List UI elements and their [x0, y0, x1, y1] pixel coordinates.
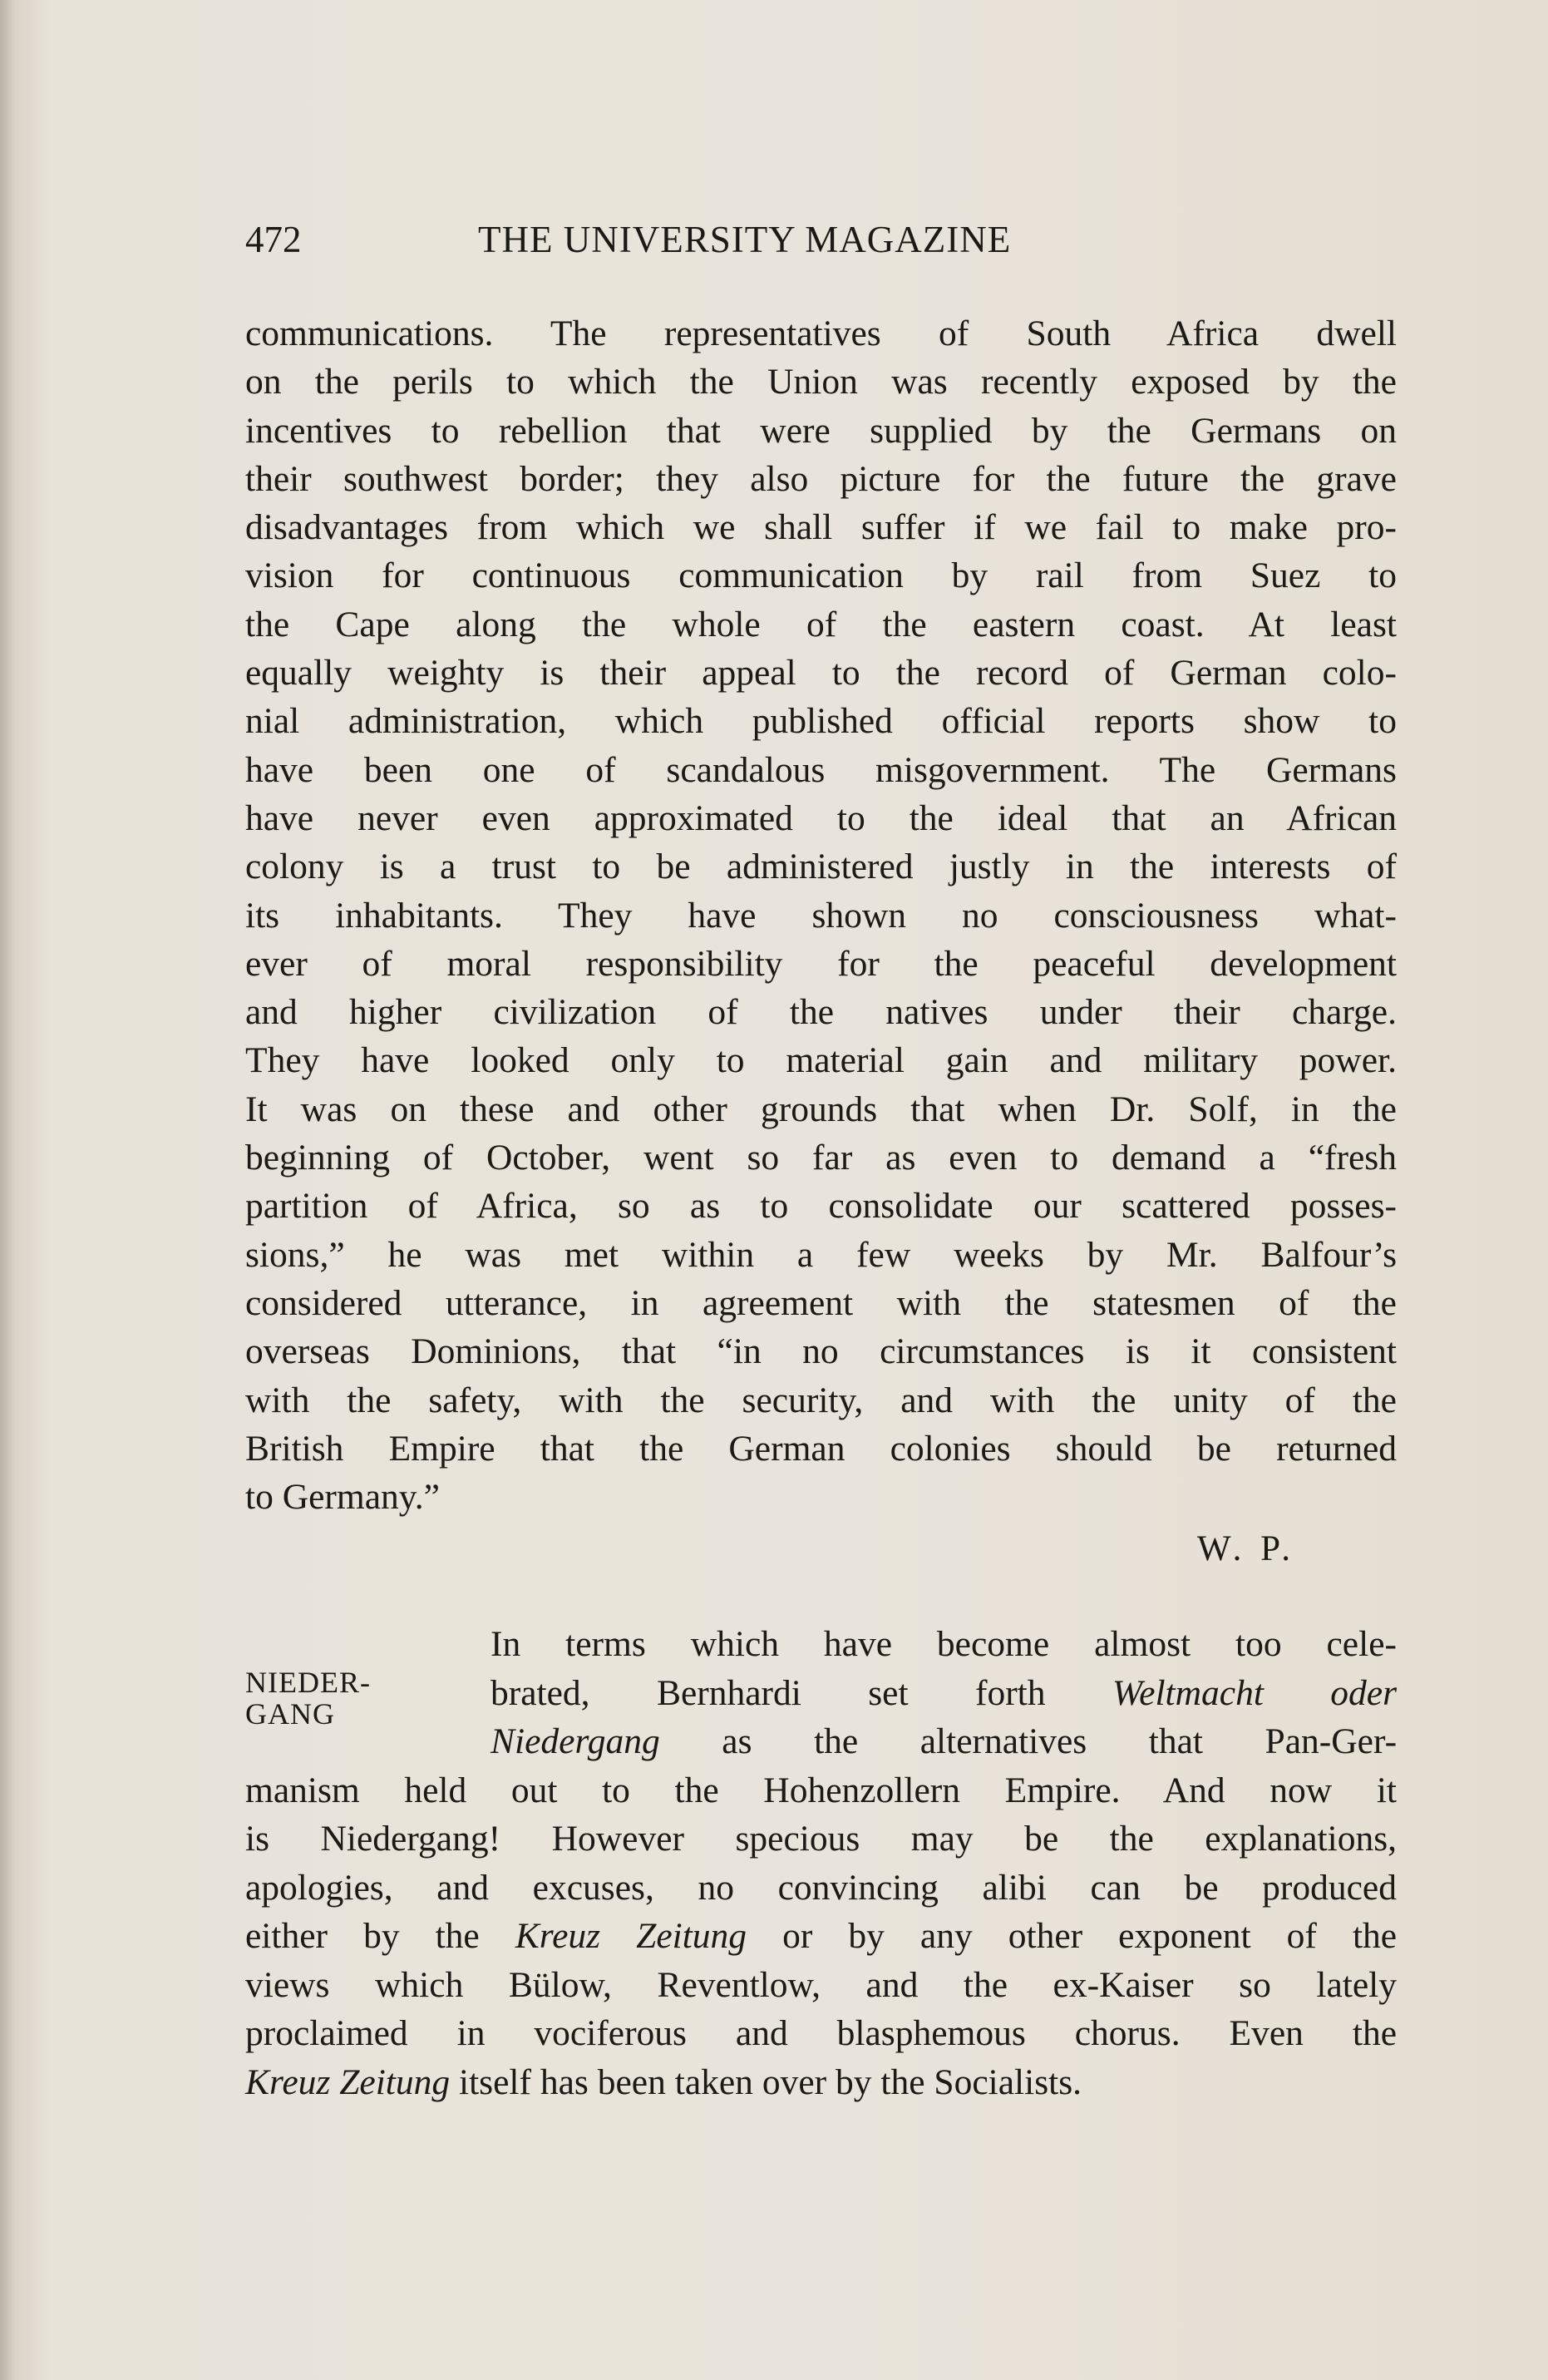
text-line: sions,” he was met within a few weeks by Mr. Balfour’s	[245, 1234, 1397, 1275]
text-line: apologies, and excuses, no convincing alibi can be produced	[245, 1867, 1397, 1908]
text-line: Niedergang as the alternatives that Pan-Ger-	[491, 1721, 1398, 1761]
text-line: It was on these and other grounds that when Dr. Solf, in the	[245, 1089, 1397, 1129]
main-paragraph	[245, 309, 1397, 1521]
text-line: manism held out to the Hohenzollern Empire. And now it	[245, 1770, 1397, 1810]
sidenote-line: GANG	[245, 1697, 335, 1731]
text-line: proclaimed in vociferous and blasphemous chorus. Even the	[245, 2013, 1397, 2053]
sidenote-line: NIEDER-	[245, 1666, 371, 1699]
text-line: either by the Kreuz Zeitung or by any other exponent of the	[245, 1916, 1398, 1956]
text-line: their southwest border; they also picture for the future the grave	[245, 458, 1397, 499]
text-line: overseas Dominions, that “in no circumstances is it consistent	[245, 1331, 1397, 1372]
text-line: with the safety, with the security, and with the unity of the	[245, 1380, 1397, 1420]
author-signature: W. P.	[1197, 1529, 1296, 1568]
text-line: incentives to rebellion that were supplied by the Germans on	[245, 410, 1397, 451]
text-line: on the perils to which the Union was recently exposed by the	[245, 362, 1397, 402]
text-line: partition of Africa, so as to consolidate our scattered posses-	[245, 1186, 1397, 1227]
text-line: In terms which have become almost too cele-	[491, 1624, 1397, 1664]
text-line: They have looked only to material gain and military power.	[245, 1040, 1397, 1081]
text-line: have been one of scandalous misgovernment. The Germans	[245, 749, 1397, 790]
text-line: equally weighty is their appeal to the record of German colo-	[245, 653, 1397, 694]
text-line: have never even approximated to the ideal that an African	[245, 797, 1397, 838]
page-header	[245, 218, 1126, 276]
text-line: Kreuz Zeitung itself has been taken over by the Socialists.	[245, 2062, 1082, 2102]
text-line: colony is a trust to be administered justly in the interests of	[245, 847, 1397, 887]
text-line: is Niedergang! However specious may be the explanations,	[245, 1819, 1397, 1859]
text-line: British Empire that the German colonies should be returned	[245, 1428, 1397, 1469]
text-line: brated, Bernhardi set forth Weltmacht oder	[491, 1672, 1398, 1713]
text-line: views which Bülow, Reventlow, and the ex-Kaiser so lately	[245, 1964, 1397, 2005]
section-paragraph	[245, 1620, 1397, 2106]
text-line: the Cape along the whole of the eastern coast. At least	[245, 604, 1397, 644]
text-line: beginning of October, went so far as even to demand a “fresh	[245, 1138, 1397, 1178]
text-line: nial administration, which published official reports show to	[245, 701, 1397, 742]
text-line: to Germany.”	[245, 1477, 440, 1518]
text-line: ever of moral responsibility for the peaceful development	[245, 943, 1397, 984]
text-line: disadvantages from which we shall suffer if we fail to make pro-	[245, 507, 1397, 548]
text-line: considered utterance, in agreement with the statesmen of the	[245, 1282, 1397, 1323]
running-title: THE UNIVERSITY MAGAZINE	[478, 219, 1012, 260]
page-number: 472	[245, 219, 302, 260]
text-line: vision for continuous communication by rail from Suez to	[245, 555, 1397, 596]
text-line: and higher civilization of the natives under their charge.	[245, 992, 1397, 1033]
text-line: communications. The representatives of South Africa dwell	[245, 314, 1397, 353]
text-line: its inhabitants. They have shown no consciousness what-	[245, 895, 1397, 936]
